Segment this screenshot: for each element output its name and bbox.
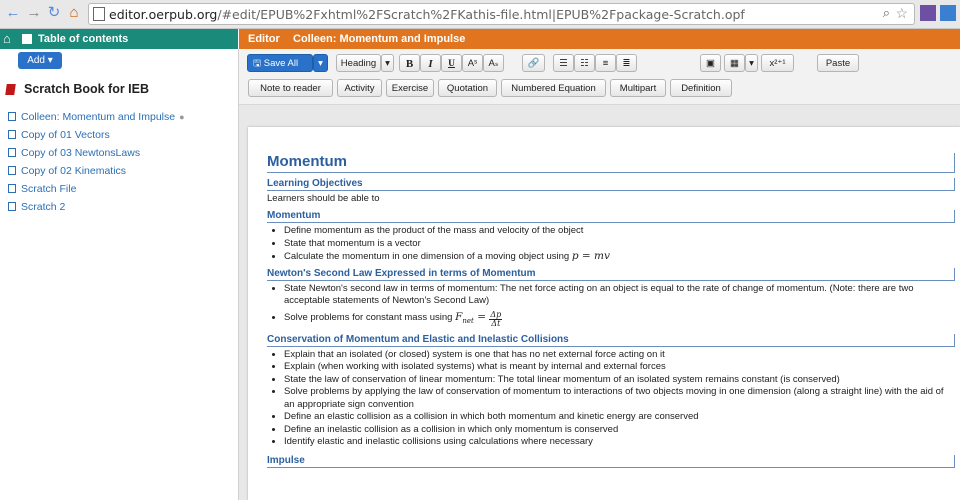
file-icon [8,130,16,139]
section-heading[interactable]: Impulse [267,455,955,468]
numbered-list-icon[interactable]: ☷ [574,54,595,72]
list-item[interactable]: • Identify elastic and inelastic collisions using calculations where necessary [284,436,955,449]
definition-button[interactable]: Definition [670,79,732,97]
paste-button[interactable]: Paste [817,54,859,72]
url-path: /#edit/EPUB%2Fxhtml%2FScratch%2FKathis-file.html|EPUB%2Fpackage-Scratch.opf [217,7,745,22]
formula-eq: = [473,310,490,323]
save-all-label: Save All [263,58,299,69]
list-item[interactable]: • State the law of conservation of linear momentum: The total linear momentum of an isolated system remains constant (is conserved) [284,374,955,387]
file-icon [8,148,16,157]
sidebar-item-label: Colleen: Momentum and Impulse [21,111,176,123]
forward-icon[interactable]: → [26,4,42,21]
heading-dropdown[interactable]: Heading [336,54,381,72]
list-item[interactable]: • Define an elastic collision as a collision in which both momentum and kinetic energy are conserved [284,411,955,424]
page-icon [93,7,105,21]
bold-button[interactable]: B [399,54,420,72]
bullet-list[interactable] [267,349,955,449]
save-all-button[interactable]: 🖫 Save All [247,54,313,72]
sidebar-item[interactable] [8,165,126,177]
sidebar-item[interactable] [8,147,140,159]
section-heading[interactable]: Momentum [267,210,955,223]
active-marker-icon: ● [179,112,185,122]
exercise-button[interactable]: Exercise [386,79,434,97]
fraction-denominator: Δt [491,318,501,328]
list-item-text: Solve problems for constant mass using [284,311,456,323]
extension-icon[interactable] [920,5,936,21]
list-item[interactable]: • Solve problems by applying the law of conservation of momentum to interactions of two objects moving in one dimension (along a straight line) with the aid of an appropriate sign convention [284,386,955,411]
sidebar-item-label: Copy of 02 Kinematics [21,165,127,177]
toc-list-icon [22,34,32,44]
home-icon[interactable]: ⌂ [69,4,79,21]
formula-sub: net [462,316,474,325]
reload-icon[interactable]: ↻ [47,4,61,21]
sidebar-item[interactable] [8,183,76,195]
back-icon[interactable]: ← [5,4,21,21]
paragraph[interactable]: Learners should be able to [267,193,380,204]
link-icon[interactable]: 🔗 [522,54,545,72]
list-item[interactable] [284,250,955,264]
sidebar [0,49,239,500]
fraction [489,311,502,328]
subscript-button[interactable]: Aₛ [483,54,504,72]
extension-icon-2[interactable] [940,5,956,21]
table-icon[interactable]: ▦ [724,54,745,72]
formula-lhs: F [455,310,463,323]
editor-header [239,29,960,49]
quotation-button[interactable]: Quotation [438,79,497,97]
add-button[interactable]: Add ▾ [18,52,62,69]
list-item[interactable]: • Explain (when working with isolated systems) what is meant by internal and external forces [284,361,955,374]
numbered-equation-button[interactable]: Numbered Equation [501,79,606,97]
url-host: editor.oerpub.org [109,7,218,22]
sidebar-item-label: Scratch 2 [21,201,66,213]
table-chevron-icon[interactable]: ▾ [745,54,758,72]
book-icon [5,84,16,95]
bullet-list[interactable] [267,283,955,330]
outdent-icon[interactable]: ≡ [595,54,616,72]
note-to-reader-button[interactable]: Note to reader [248,79,333,97]
math-formula[interactable] [455,309,502,328]
indent-icon[interactable]: ≣ [616,54,637,72]
address-bar[interactable] [88,3,915,25]
list-item[interactable]: • State Newton's second law in terms of momentum: The net force acting on an object is equal to the rate of change of momentum. (Note: there are two acceptable statements of Newton's Second Law) [284,283,955,308]
sidebar-item-label: Copy of 01 Vectors [21,129,110,141]
image-icon[interactable]: ▣ [700,54,721,72]
math-formula[interactable]: p = mv [571,250,610,262]
section-heading[interactable]: Learning Objectives [267,178,955,191]
editor-label: Editor [248,33,280,45]
italic-button[interactable]: I [420,54,441,72]
sidebar-item[interactable] [8,111,185,123]
list-item[interactable]: • Define an inelastic collision as a collision in which only momentum is conserved [284,424,955,437]
file-icon [8,112,16,121]
list-item[interactable]: • Define momentum as the product of the mass and velocity of the object [284,225,955,238]
file-icon [8,184,16,193]
star-icon[interactable]: ☆ [895,5,908,21]
list-item[interactable]: • State that momentum is a vector [284,238,955,251]
url-text [109,7,745,22]
book-title[interactable]: Scratch Book for IEB [24,82,150,96]
toc-title: Table of contents [38,33,129,45]
zoom-icon[interactable]: ⌕ [882,5,890,20]
toc-header [0,29,238,49]
file-icon [8,166,16,175]
section-heading[interactable]: Newton's Second Law Expressed in terms of Momentum [267,268,955,281]
superscript-button[interactable]: Aˢ [462,54,483,72]
sidebar-item[interactable] [8,129,110,141]
heading-chevron-icon[interactable]: ▾ [381,54,394,72]
document-page[interactable] [248,127,960,500]
home-icon[interactable]: ⌂ [3,31,11,46]
sidebar-item-label: Copy of 03 NewtonsLaws [21,147,141,159]
save-dropdown-button[interactable]: ▾ [313,54,328,72]
bullet-list-icon[interactable]: ☰ [553,54,574,72]
list-item[interactable]: • Explain that an isolated (or closed) system is one that has no net external force acting on it [284,349,955,362]
file-icon [8,202,16,211]
list-item[interactable] [284,308,955,330]
bullet-list[interactable] [267,225,955,264]
browser-bar [0,0,960,29]
activity-button[interactable]: Activity [337,79,382,97]
document-body[interactable] [267,153,955,470]
toolbar [239,49,960,105]
list-item-text: Calculate the momentum in one dimension of a moving object using [284,251,572,262]
sidebar-item[interactable] [8,201,65,213]
underline-button[interactable]: U [441,54,462,72]
math-button[interactable]: x²⁺¹ [761,54,794,72]
editor-doc-title: Colleen: Momentum and Impulse [293,33,466,45]
sidebar-item-label: Scratch File [21,183,77,195]
multipart-button[interactable]: Multipart [610,79,666,97]
fraction-numerator: Δp [490,309,502,319]
section-heading[interactable]: Conservation of Momentum and Elastic and Inelastic Collisions [267,334,955,347]
document-title[interactable]: Momentum [267,153,955,173]
